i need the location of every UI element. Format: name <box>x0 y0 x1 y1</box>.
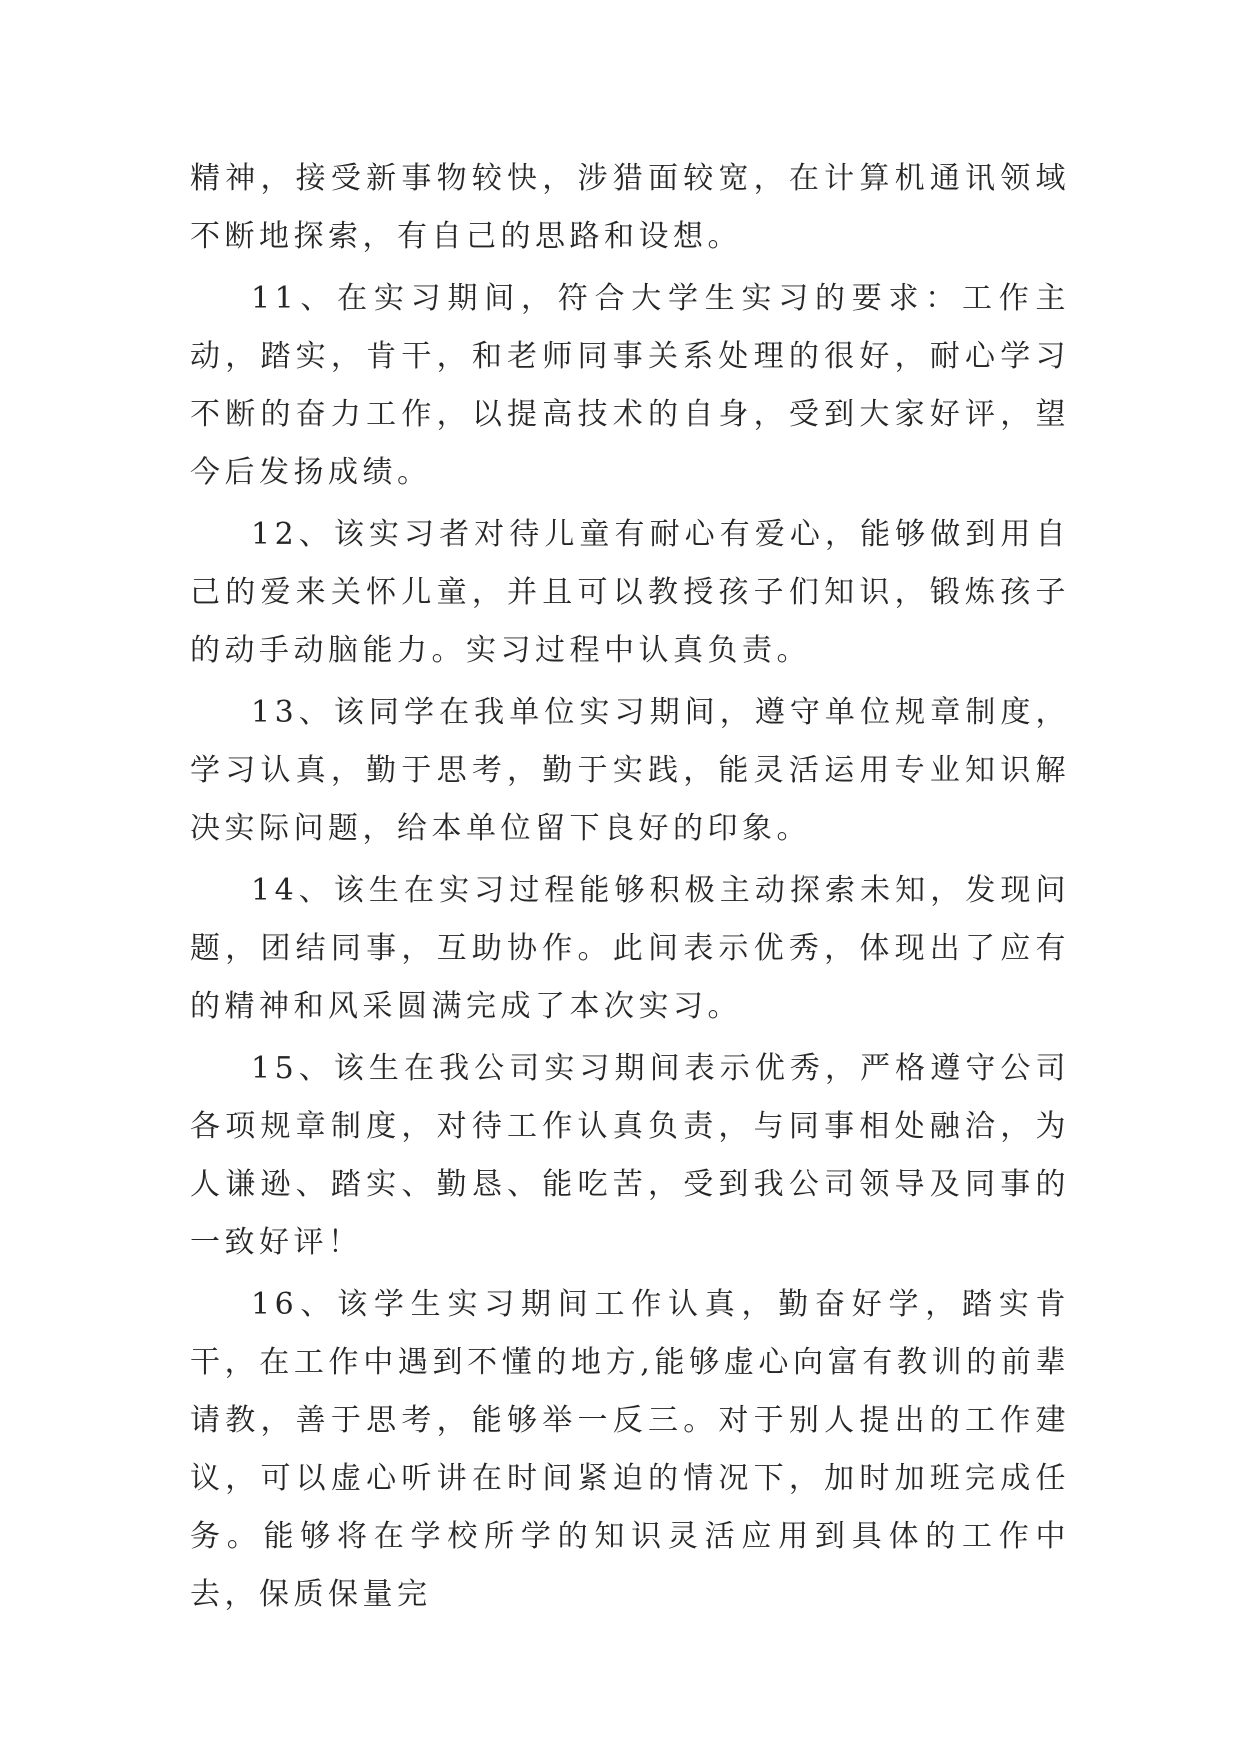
paragraph-item-15: 15、该生在我公司实习期间表示优秀，严格遵守公司各项规章制度，对待工作认真负责，与同事相处融洽，为人谦逊、踏实、勤恳、能吃苦，受到我公司领导及同事的一致好评！ <box>190 1051 1070 1260</box>
paragraph-item-11: 11、在实习期间，符合大学生实习的要求：工作主动，踏实，肯干，和老师同事关系处理的很好，耐心学习不断的奋力工作，以提高技术的自身，受到大家好评，望今后发扬成绩。 <box>190 281 1070 490</box>
paragraph-item-16: 16、该学生实习期间工作认真，勤奋好学，踏实肯干，在工作中遇到不懂的地方,能够虚心向富有教训的前辈请教，善于思考，能够举一反三。对于别人提出的工作建议，可以虚心听讲在时间紧迫的情况下，加时加班完成任务。能够将在学校所学的知识灵活应用到具体的工作中去，保质保量完 <box>190 1287 1070 1612</box>
paragraph-item-12: 12、该实习者对待儿童有耐心有爱心，能够做到用自己的爱来关怀儿童，并且可以教授孩子们知识，锻炼孩子的动手动脑能力。实习过程中认真负责。 <box>190 517 1070 668</box>
paragraph-item-14: 14、该生在实习过程能够积极主动探索未知，发现问题，团结同事，互助协作。此间表示优秀，体现出了应有的精神和风采圆满完成了本次实习。 <box>190 873 1070 1024</box>
paragraph-continued: 精神，接受新事物较快，涉猎面较宽，在计算机通讯领域不断地探索，有自己的思路和设想。 <box>190 161 1070 254</box>
document-body <box>190 150 1070 1628</box>
paragraph-item-13: 13、该同学在我单位实习期间，遵守单位规章制度，学习认真，勤于思考，勤于实践，能灵活运用专业知识解决实际问题，给本单位留下良好的印象。 <box>190 695 1070 846</box>
